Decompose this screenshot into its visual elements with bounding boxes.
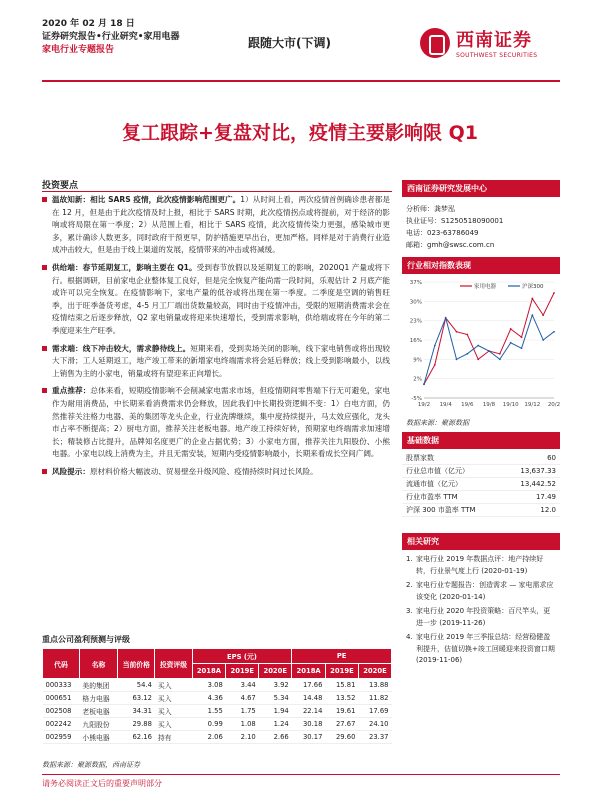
bullet-icon [42,265,47,270]
col-year: 2020E [259,664,292,679]
item-number: 4. [406,633,413,641]
line-chart [402,274,560,416]
cell-eps: 3.08 [192,679,226,692]
basic-label: 流通市值（亿元） [402,478,503,491]
col-year: 2019E [325,664,358,679]
logo [420,26,560,64]
cell-eps: 1.75 [226,705,259,718]
cell-name: 老板电器 [79,705,117,718]
data-point [434,364,436,366]
cell-pe: 11.82 [358,692,391,705]
data-point [434,345,436,347]
cell-pe: 19.61 [325,705,358,718]
cell-eps: 3.92 [259,679,292,692]
item-text: 家电行业 2019 年三季报总结：经营稳健盈利提升，估值切换+竣工回暖迎来投资窗口期 (2019-11-06) [416,633,555,664]
table-row [43,718,392,731]
point-text: 受到春节放假以及延期复工的影响，2020Q1 产量或将下行。根据调研，目前家电企业整体复工良好，但是完全恢复产能尚需一段时间，乐观估计 2 月底产能或许可以完全恢复。在疫情影响下，家电产量的低谷或将出现在第一季度。二季度是空调的销售旺季，出于旺季备货考虑，4-5 月工厂端出货数量较高，同时由于疫情冲击，受限的短期消费需求会在疫情结束之后逐步释放，Q2 家电销量或将迎来快速增长，受到需求影响，供给端或将在今年的第二季度迎来生产旺季。 [52,262,390,335]
cell-pe: 17.69 [358,705,391,718]
data-point [510,328,512,330]
data-point [466,353,468,355]
col-code: 代码 [43,649,80,679]
point-lead: 风险提示： [52,466,90,476]
data-point [553,331,555,333]
data-point [477,345,479,347]
point-text: 1）从时间上看，两次疫情首例确诊患者都是在 12 月，但是由于此次疫情及时上报，相比于 SARS 时期，此次疫情拐点或将提前，对于经济的影响或将局限在第一季度；2）从范围上看，相比于 SARS 疫情，此次疫情传染力更强，感染城市更多，累计确诊人数更多，同时政府干预更早，防护措施更早出台，更加严格。同样是对于消费行业造成冲击较大，但是由于线上渠道的发展，疫情带来的冲击或将减缓。 [52,195,390,255]
basic-label: 行业市盈率 TTM [402,491,503,504]
point-risk [42,466,390,479]
cell-pe: 24.10 [358,718,391,731]
y-tick-label: 9% [413,357,422,364]
rating: 跟随大市(下调) [248,36,331,50]
cell-code: 002508 [43,705,80,718]
cell-name: 格力电器 [79,692,117,705]
table-row [402,452,560,465]
cell-eps: 1.24 [259,718,292,731]
col-year: 2019E [226,664,259,679]
basic-label: 行业总市值（亿元） [402,465,503,478]
list-item [406,554,556,577]
col-year: 2020E [358,664,391,679]
cell-rating: 买入 [155,705,192,718]
cell-eps: 2.66 [259,731,292,744]
cell-pe: 30.18 [292,718,326,731]
x-tick-label: 20/2 [547,402,560,408]
cell-price: 62.16 [118,731,155,744]
investment-divider [42,191,392,192]
series-line-1 [424,293,554,384]
cell-eps: 3.44 [226,679,259,692]
table-row [43,679,392,692]
cell-price: 54.4 [118,679,155,692]
col-rating: 投资评级 [155,649,192,679]
item-number: 3. [406,607,413,615]
cell-eps: 4.67 [226,692,259,705]
cell-rating: 买入 [155,718,192,731]
chart-source: 数据来源：聚源数据 [406,419,469,427]
analyst-license: 执业证号：S1250518090001 [406,217,504,225]
x-tick-label: 19/2 [417,402,431,408]
col-eps: EPS (元) [192,649,292,664]
table-row [43,731,392,744]
y-tick-label: 16% [409,338,422,344]
y-tick-label: 37% [409,280,422,286]
data-point [542,314,544,316]
analyst-heading: 西南证券研究发展中心 [402,180,560,197]
data-point [531,314,533,316]
y-tick-label: 2% [413,376,422,383]
cell-pe: 22.14 [292,705,326,718]
basic-value: 13,442.52 [503,478,560,491]
profit-table [42,648,392,744]
profit-table-title: 重点公司盈利预测与评级 [42,635,130,644]
report-meta [42,18,180,57]
related-heading: 相关研究 [402,533,560,550]
bullet-icon [42,197,47,202]
report-title: 复工跟踪+复盘对比，疫情主要影响限 Q1 [122,122,478,144]
analyst-email: 邮箱：gmh@swsc.com.cn [406,241,495,249]
point-recommend [42,385,390,461]
table-row [402,465,560,478]
basic-label: 股票家数 [402,452,503,465]
footer-disclaimer: 请务必阅读正文后的重要声明部分 [42,779,162,788]
table-row [43,705,392,718]
footer-divider [42,774,560,775]
cell-pe: 29.60 [325,731,358,744]
data-point [542,339,544,341]
table-row [402,491,560,504]
basic-value: 17.49 [503,491,560,504]
cell-eps: 2.06 [192,731,226,744]
cell-name: 美的集团 [79,679,117,692]
legend-label: 沪深300 [522,284,544,290]
col-price: 当前价格 [118,649,155,679]
point-text: 原材料价格大幅波动、贸易壁垒升级风险、疫情持续时间过长风险。 [89,466,318,476]
relative-index-chart [402,274,560,416]
x-tick-label: 19/10 [502,402,519,408]
legend-label: 家用电器 [474,284,497,290]
cell-price: 34.31 [118,705,155,718]
table-row [402,478,560,491]
basic-label: 沪深 300 市盈率 TTM [402,504,503,517]
list-item [406,632,556,667]
data-point [521,336,523,338]
col-year: 2018A [192,664,226,679]
point-demand [42,343,390,381]
cell-code: 002242 [43,718,80,731]
investment-heading: 投资要点 [42,181,79,191]
cell-name: 小熊电器 [79,731,117,744]
point-lead: 供给端：春节延期复工，影响主要在 Q1。 [52,262,197,272]
table-row [402,504,560,517]
cell-pe: 27.67 [325,718,358,731]
item-text: 家电行业 2020 年投资策略：百尺竿头，更进一步 (2019-11-26) [416,607,551,627]
data-point [423,383,425,385]
point-text: 总体来看，短期疫情影响不会削减家电需求市场，但疫情期间零售端下行无可避免，家电作为耐用消费品，中长期来看消费需求仍会释放，因此我们中长期投资逻辑不变：1）白电方面，仍然推荐关注格力电器、美的集团等龙头企业，行业洗牌继续，集中度持续提升，马太效应强化，龙头市占率不断提高；2）厨电方面，推荐关注老板电器。地产竣工持续好转，预期家电终端需求加速增长；精装修占比提升，品牌知名度更广的企业占据优势；3）小家电方面，推荐关注九阳股份、小熊电器。小家电以线上消费为主，并且无需安装，短期内受疫情影响最小，长期来看成长空间广阔。 [52,386,390,459]
bullet-icon [42,388,47,393]
x-tick-label: 19/6 [461,402,474,408]
cell-price: 63.12 [118,692,155,705]
related-list [402,550,560,667]
x-tick-label: 19/8 [482,402,496,408]
cell-eps: 1.08 [226,718,259,731]
y-tick-label: 23% [409,318,422,325]
point-text: 短期来看，受到卖场关闭的影响，线下家电销售或将出现较大下滑；工人延期返工，地产竣工带来的新增家电终端需求将会延后释放；线上受到影响最小，以线上销售为主的小家电，销量或将有望迎来正向增长。 [52,343,390,378]
cell-eps: 5.34 [259,692,292,705]
bullet-icon [42,469,47,474]
cell-code: 000651 [43,692,80,705]
table-source: 数据来源：聚源数据，西南证券 [42,761,140,769]
cell-rating: 买入 [155,692,192,705]
cell-rating: 持有 [155,731,192,744]
bullet-icon [42,346,47,351]
cell-eps: 1.94 [259,705,292,718]
item-number: 1. [406,555,413,563]
data-point [445,317,447,319]
basic-value: 60 [503,452,560,465]
data-point [510,342,512,344]
basic-table [402,452,560,517]
data-point [456,331,458,333]
logo-text-en: SOUTHWEST SECURITIES [456,52,538,59]
cell-pe: 15.81 [325,679,358,692]
logo-mark-icon [420,28,450,58]
header-divider [42,80,560,82]
list-item [406,580,556,603]
item-number: 2. [406,581,413,589]
cell-pe: 30.17 [292,731,326,744]
sidebar [402,180,560,670]
col-name: 名称 [79,649,117,679]
cell-pe: 17.66 [292,679,326,692]
list-item [406,606,556,629]
cell-pe: 13.88 [358,679,391,692]
point-supply [42,262,390,338]
cell-name: 九阳股份 [79,718,117,731]
point-lead: 温故知新：相比 SARS 疫情，此次疫情影响范围更广。 [52,195,241,204]
basic-value: 12.0 [503,504,560,517]
cell-eps: 4.36 [192,692,226,705]
cell-code: 002959 [43,731,80,744]
chart-heading: 行业相对指数表现 [402,257,560,274]
data-point [466,334,468,336]
data-point [499,358,501,360]
cell-price: 29.88 [118,718,155,731]
cell-rating: 买入 [155,679,192,692]
investment-points [42,194,390,483]
cell-pe: 13.52 [325,692,358,705]
col-pe: PE [292,649,392,664]
data-point [477,358,479,360]
basic-value: 13,637.33 [503,465,560,478]
cell-eps: 1.55 [192,705,226,718]
data-point [488,350,490,352]
analyst-name: 分析师：龚梦泓 [406,205,455,213]
data-point [553,292,555,294]
item-text: 家电行业 2019 年数据点评：地产持续好转，行业景气度上行 (2020-01-19) [416,555,544,575]
data-point [531,298,533,300]
cell-pe: 14.48 [292,692,326,705]
table-row [43,692,392,705]
point-lead: 重点推荐： [52,386,91,396]
item-text: 家电行业专题报告：创造需求 — 家电需求应该变化 (2020-01-14) [416,581,554,601]
cell-eps: 0.99 [192,718,226,731]
report-date: 2020 年 02 月 18 日 [42,19,135,29]
report-type: 家电行业专题报告 [42,45,115,55]
cell-eps: 2.10 [226,731,259,744]
point-history [42,194,390,257]
x-tick-label: 19/12 [524,402,541,408]
analyst-info [402,197,560,257]
data-point [499,353,501,355]
basic-heading: 基础数据 [402,432,560,449]
cell-pe: 23.37 [358,731,391,744]
report-category: 证券研究报告•行业研究•家用电器 [42,32,180,42]
y-tick-label: -5% [411,396,422,402]
data-point [456,358,458,360]
logo-text-cn: 西南证券 [456,30,532,51]
y-tick-label: 30% [409,299,422,306]
point-lead: 需求端：线下冲击较大，需求静待线上。 [52,343,191,353]
x-tick-label: 19/4 [439,402,452,408]
data-point [521,347,523,349]
cell-code: 000333 [43,679,80,692]
analyst-phone: 电话：023-63786049 [406,229,479,237]
col-year: 2018A [292,664,326,679]
